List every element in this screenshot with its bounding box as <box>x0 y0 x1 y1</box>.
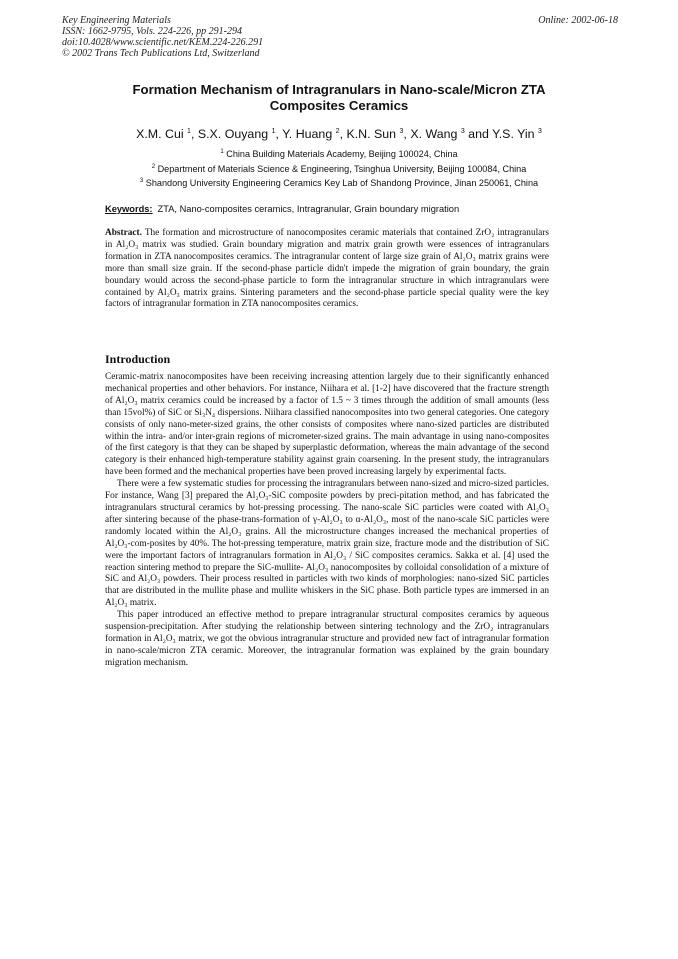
author-separator: , <box>275 127 283 141</box>
section-heading-introduction: Introduction <box>105 352 171 366</box>
author-separator: , <box>403 127 411 141</box>
paper-title <box>95 82 583 114</box>
title-line-1: Formation Mechanism of Intragranulars in Nano-scale/Micron ZTA <box>132 82 546 97</box>
abstract <box>105 228 549 311</box>
affiliation-list <box>82 147 596 191</box>
author-affil-mark: 2 <box>335 127 340 135</box>
affiliation-text: Department of Materials Science & Engineering, Tsinghua University, Beijing 100084, China <box>157 163 527 174</box>
body-paragraph: Ceramic-matrix nanocomposites have been receiving increasing attention largely due to their significantly enhanced mechanical properties and other behaviors. For instance, Niihara et al. [1-2] have discovered that the fracture strength of Al₂O₃ matrix ceramics could be increased by a factor of 1.5 ~ 3 times through the addition of small amounts (less than 15vol%) of SiC or Si₃N₄ dispersions. Niihara classified nanocomposites into two general categories. One category consists of only nano-meter-sized grains, the other consists of composites where nano-sized particles are distributed within the intra- and/or inter-grain regions of micrometer-sized grains. The main advantage in using nano-composites of the first category is that they can be shaped by superplastic deformation, whereas the main advantage of the second category is their enhanced high-temperature stability against grain coarsening. In the present study, the intragranulars have been formed and the mechanical properties have been proved increasing largely by experimental facts. <box>105 372 549 478</box>
affiliation-text: Shandong University Engineering Ceramics Key Lab of Shandong Province, Jinan 250061, China <box>145 178 539 188</box>
author-affil-mark: 3 <box>460 127 465 135</box>
author-name: K.N. Sun <box>346 127 397 141</box>
author <box>410 127 492 141</box>
abstract-text: The formation and microstructure of nanocomposites ceramic materials that contained ZrO₂ intragranulars in Al₂O₃ matrix was studied. Grain boundary migration and matrix grain growth were essences of intragranulars formation in ZTA nanocomposites ceramics. The intragranular content of large size grain of Al₂O₃ matrix grains were more than small size grain. If the second-phase particle didn't impede the migration of grain boundary, the grain boundary would across the second-phase particle to form the intragranular structure in which intragranulars were contained by Al₂O₃ matrix grains. Sintering parameters and the second-phase particle special quality were the key factors of intragranular formation in ZTA nanocomposites ceramics. <box>105 228 550 310</box>
introduction-body <box>105 372 549 670</box>
body-paragraph: This paper introduced an effective method to prepare intragranular structural composites ceramics by aqueous suspension-precipitation. After studying the relationship between sintering technology and the ZrO₂ intragranulars formation in Al₂O₃ matrix, we got the obvious intragranular structure and provided new fact of intragranular formation in nano-scale/micron ZTA ceramic. Moreover, the intragranular formation was explained by the grain boundary migration mechanism. <box>105 610 549 668</box>
issn-line: ISSN: 1662-9795, Vols. 224-226, pp 291-294 <box>62 26 242 37</box>
journal-header <box>62 15 618 59</box>
author-list <box>85 127 593 141</box>
affiliation-text: China Building Materials Academy, Beijing 100024, China <box>226 149 458 159</box>
copyright-line: © 2002 Trans Tech Publications Ltd, Switzerland <box>62 48 260 59</box>
affiliation <box>82 162 596 177</box>
author-affil-mark: 1 <box>187 127 191 135</box>
author-affil-mark: 3 <box>538 127 542 135</box>
affiliation <box>82 176 596 191</box>
affiliation-mark: 1 <box>220 148 224 155</box>
author-separator: and <box>464 127 493 141</box>
author <box>136 127 198 141</box>
author-name: Y. Huang <box>282 127 333 141</box>
author-name: X. Wang <box>410 127 458 141</box>
doi-line: doi:10.4028/www.scientific.net/KEM.224-226.291 <box>62 37 264 48</box>
affiliation <box>82 147 596 162</box>
author-separator: , <box>190 127 198 141</box>
affiliation-mark: 2 <box>151 163 156 170</box>
title-line-2: Composites Ceramics <box>269 98 409 113</box>
keywords-text: ZTA, Nano-composites ceramics, Intragranular, Grain boundary migration <box>157 204 460 214</box>
body-paragraph: There were a few systematic studies for processing the intragranulars between nano-sized and micro-sized particles. For instance, Wang [3] prepared the Al₂O₃-SiC composite powders by preci-pitation method, and has fabricated the intragranulars structural ceramics by hot-pressing processing. The nano-scale SiC particles were coated with Al₂O₃ after sintering because of the phase-trans-formation of γ-Al₂O₃ to α-Al₂O₃, most of the nano-scale SiC particles were randomly located within the Al₂O₃ grains. All the microstructure changes increased the mechanical properties of Al₂O₃-com-posites by 40%. The hot-pressing temperature, matrix grain size, fracture mode and the distribution of SiC were the important factors of intragranulars formation in Al₂O₃ / SiC composites ceramics. Sakka et al. [4] used the reaction sintering method to prepare the SiC-mullite- Al₂O₃ nanocomposites by colloidal consolidation of a mixture of SiC and Al₂O₃ powders. Their process resulted in particles with two kinds of morphologies: nano-sized SiC particles that are distributed in the mullite phase and mullite whiskers in the SiC phase. Both particle types are immersed in an Al₂O₃ matrix. <box>105 479 549 609</box>
author <box>198 127 282 141</box>
abstract-paragraph <box>105 228 549 311</box>
online-date: Online: 2002-06-18 <box>538 15 618 26</box>
author-affil-mark: 1 <box>271 127 276 135</box>
abstract-label: Abstract. <box>105 228 142 238</box>
author <box>492 127 542 141</box>
author-affil-mark: 3 <box>399 127 404 135</box>
author <box>346 127 410 141</box>
keywords <box>105 203 575 215</box>
author-separator: , <box>339 127 347 141</box>
author <box>282 127 346 141</box>
affiliation-mark: 3 <box>139 177 144 184</box>
journal-name: Key Engineering Materials <box>62 15 171 26</box>
author-name: S.X. Ouyang <box>197 127 269 141</box>
author-name: X.M. Cui <box>136 127 184 141</box>
keywords-label: Keywords: <box>105 204 153 214</box>
author-name: Y.S. Yin <box>492 127 535 141</box>
